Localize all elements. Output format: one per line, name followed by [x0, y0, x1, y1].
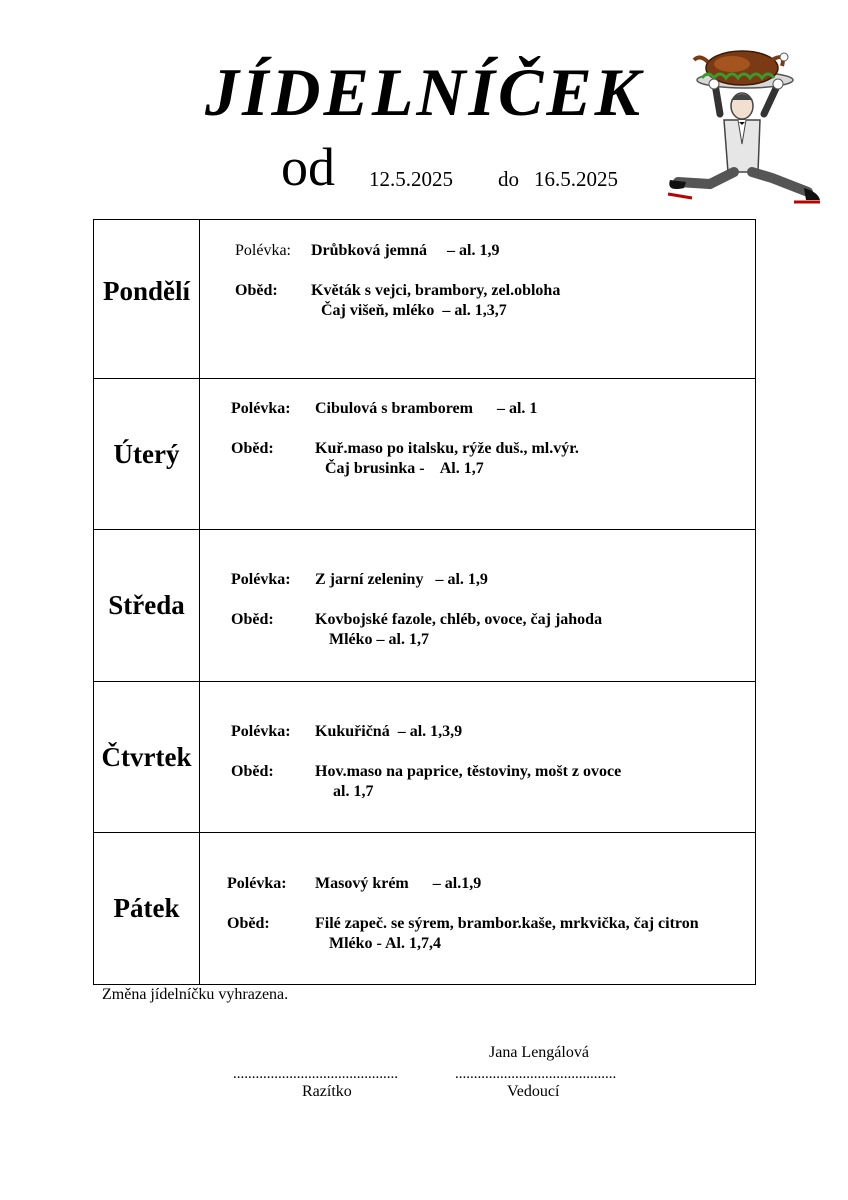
lunch-label: Oběd: [235, 282, 278, 299]
lunch-line-1: Filé zapeč. se sýrem, brambor.kaše, mrkvička, čaj citron [315, 915, 699, 932]
do-label: do [498, 167, 519, 191]
soup-label: Polévka: [231, 723, 291, 740]
lunch-label: Oběd: [231, 763, 274, 780]
menu-row-friday [94, 833, 756, 985]
soup-text: Kukuřičná – al. 1,3,9 [315, 723, 463, 740]
lunch-line-2: Mléko – al. 1,7 [329, 631, 429, 648]
stamp-label: Razítko [302, 1083, 352, 1100]
manager-label: Vedoucí [507, 1083, 560, 1100]
menu-row-monday [94, 220, 756, 379]
soup-label: Polévka: [227, 875, 287, 892]
lunch-line-2: Mléko - Al. 1,7,4 [329, 935, 441, 952]
soup-label: Polévka: [235, 242, 291, 259]
day-name: Úterý [94, 379, 200, 530]
soup-text: Cibulová s bramborem – al. 1 [315, 400, 538, 417]
date-to: 16.5.2025 [534, 167, 618, 191]
lunch-line-1: Kovbojské fazole, chléb, ovoce, čaj jahoda [315, 611, 603, 628]
soup-text: Masový krém – al.1,9 [315, 875, 482, 892]
lunch-line-2: Čaj višeň, mléko – al. 1,3,7 [321, 302, 507, 319]
lunch-line-2: al. 1,7 [333, 783, 374, 800]
menu-change-note: Změna jídelníčku vyhrazena. [102, 986, 289, 1003]
lunch-line-1: Kuř.maso po italsku, rýže duš., ml.výr. [315, 440, 579, 457]
meals-cell [200, 379, 756, 530]
menu-row-wednesday [94, 530, 756, 682]
lunch-line-1: Květák s vejci, brambory, zel.obloha [311, 282, 561, 299]
od-label: od [281, 137, 335, 197]
soup-label: Polévka: [231, 571, 291, 588]
lunch-line-1: Hov.maso na paprice, těstoviny, mošt z ovoce [315, 763, 622, 780]
day-name: Čtvrtek [94, 682, 200, 833]
manager-name: Jana Lengálová [489, 1044, 589, 1061]
day-name: Pátek [94, 833, 200, 985]
waiter-with-roast-turkey-icon [660, 44, 830, 209]
menu-row-thursday [94, 682, 756, 833]
date-from: 12.5.2025 [369, 167, 453, 191]
manager-signature-line: ........................................... [455, 1066, 617, 1082]
day-name: Středa [94, 530, 200, 682]
soup-text: Z jarní zeleniny – al. 1,9 [315, 571, 488, 588]
meals-cell [200, 530, 756, 682]
lunch-label: Oběd: [231, 611, 274, 628]
soup-text: Drůbková jemná – al. 1,9 [311, 242, 500, 259]
page-title: JÍDELNÍČEK [204, 54, 644, 130]
meals-cell [200, 682, 756, 833]
lunch-line-2: Čaj brusinka - Al. 1,7 [325, 460, 484, 477]
meals-cell [200, 833, 756, 985]
stamp-signature-line: ............................................ [233, 1066, 398, 1082]
soup-label: Polévka: [231, 400, 291, 417]
lunch-label: Oběd: [231, 440, 274, 457]
menu-row-tuesday [94, 379, 756, 530]
menu-table [93, 219, 756, 985]
day-name: Pondělí [94, 220, 200, 379]
lunch-label: Oběd: [227, 915, 270, 932]
meals-cell [200, 220, 756, 379]
